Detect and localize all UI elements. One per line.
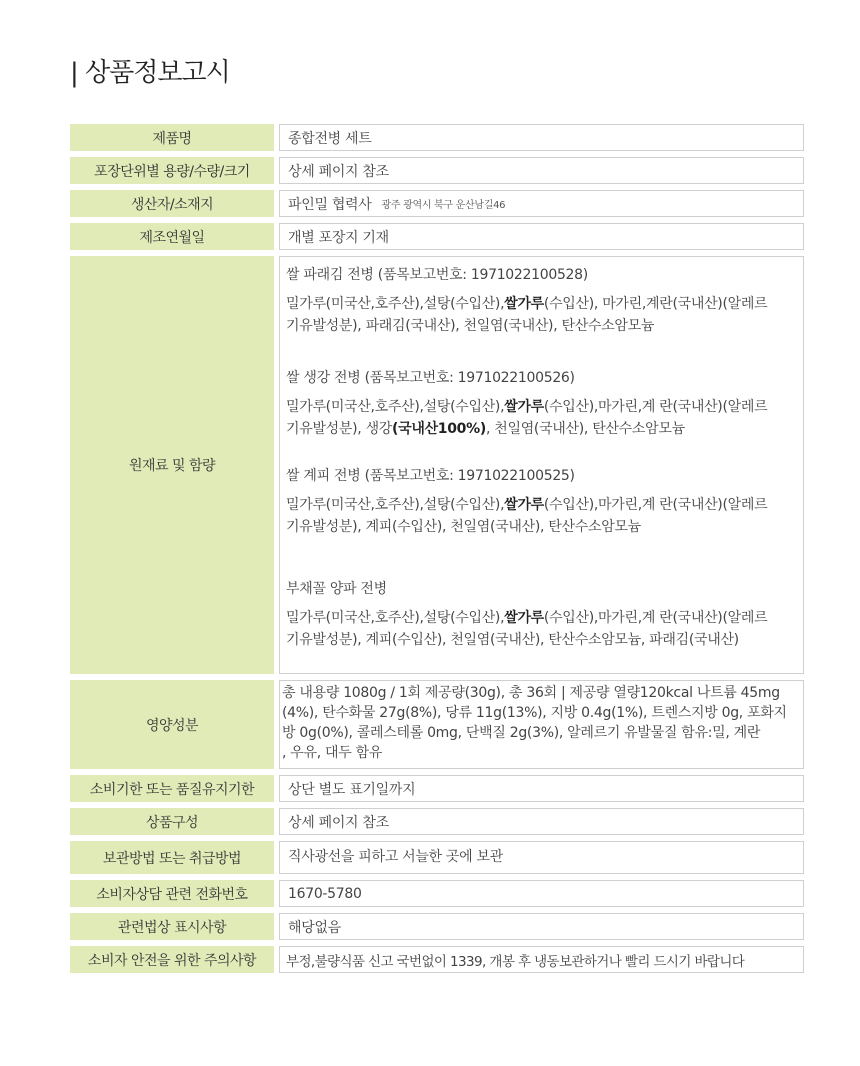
text-segment: (수입산),마가린,계 란(국내산)(알레르	[543, 610, 768, 626]
text-segment: (수입산), 마가린,계란(국내산)(알레르	[543, 296, 768, 312]
row-label: 제품명	[70, 124, 274, 151]
row-label: 관련법상 표시사항	[70, 913, 274, 940]
row-value: 개별 포장지 기재	[279, 223, 804, 250]
text-segment: (수입산),마가린,계 란(국내산)(알레르	[543, 497, 768, 513]
row-value: 상단 별도 표기일까지	[279, 775, 804, 802]
text-segment: (수입산),마가린,계 란(국내산)(알레르	[543, 399, 768, 415]
row-value: 상세 페이지 참조	[279, 157, 804, 184]
product-ingredients	[286, 293, 797, 337]
highlight-text: 쌀가루	[504, 610, 544, 626]
row-label: 원재료 및 함량	[70, 256, 274, 674]
product-ingredients	[286, 607, 797, 651]
row-value: 직사광선을 피하고 서늘한 곳에 보관	[279, 841, 804, 874]
nutrition-line: , 우유, 대두 함유	[282, 745, 383, 761]
product-info-table	[70, 124, 804, 979]
row-label: 소비자 안전을 위한 주의사항	[70, 946, 274, 973]
product-title: 부채꼴 양파 전병	[286, 581, 387, 597]
producer-address: 광주 광역시 북구 운산남길46	[381, 200, 506, 211]
highlight-text: 쌀가루	[504, 497, 544, 513]
text-segment: 밀가루(미국산,호주산),설탕(수입산),	[286, 399, 505, 415]
row-product-name	[70, 124, 804, 151]
page-title: | 상품정보고시	[70, 58, 230, 88]
row-label: 제조연월일	[70, 223, 274, 250]
product-title: 쌀 계피 전병 (품목보고번호: 1971022100525)	[286, 468, 575, 484]
ingredient-line	[286, 418, 797, 440]
row-value	[279, 190, 804, 217]
row-value: 1670-5780	[279, 880, 804, 907]
ingredient-line	[286, 396, 797, 418]
row-label: 보관방법 또는 취급방법	[70, 841, 274, 874]
product-block	[286, 368, 797, 440]
row-package	[70, 157, 804, 184]
product-title: 쌀 생강 전병 (품목보고번호: 1971022100526)	[286, 370, 575, 386]
product-ingredients	[286, 494, 797, 538]
nutrition-line: 총 내용량 1080g / 1회 제공량(30g), 총 36회 | 제공량 열량120kcal 나트륨 45mg	[282, 685, 780, 701]
nutrition-line: (4%), 탄수화물 27g(8%), 당류 11g(13%), 지방 0.4g(1%), 트렌스지방 0g, 포화지	[282, 705, 787, 721]
row-legal	[70, 913, 804, 940]
nutrition-line: 방 0g(0%), 콜레스테롤 0mg, 단백질 2g(3%), 알레르기 유발물질 함유:밀, 계란	[282, 725, 761, 741]
row-manufacture-date	[70, 223, 804, 250]
text-segment: 밀가루(미국산,호주산),설탕(수입산),	[286, 497, 505, 513]
row-phone	[70, 880, 804, 907]
row-storage	[70, 841, 804, 874]
text-segment: 기유발성분), 생강	[286, 421, 393, 437]
ingredients-list	[279, 256, 804, 674]
nutrition-info	[279, 680, 804, 769]
highlight-text: 쌀가루	[504, 296, 544, 312]
row-composition	[70, 808, 804, 835]
product-block	[286, 579, 797, 651]
row-value: 상세 페이지 참조	[279, 808, 804, 835]
row-label: 소비자상담 관련 전화번호	[70, 880, 274, 907]
ingredient-line	[286, 607, 797, 629]
row-label: 생산자/소재지	[70, 190, 274, 217]
row-expiry	[70, 775, 804, 802]
product-ingredients	[286, 396, 797, 440]
row-value: 종합전병 세트	[279, 124, 804, 151]
row-ingredients	[70, 256, 804, 674]
row-value: 해당없음	[279, 913, 804, 940]
row-value: 부정,불량식품 신고 국번없이 1339, 개봉 후 냉동보관하거나 빨리 드시기 바랍니다	[279, 946, 804, 973]
row-label: 소비기한 또는 품질유지기한	[70, 775, 274, 802]
highlight-text: 쌀가루	[504, 399, 544, 415]
ingredient-line	[286, 494, 797, 516]
text-segment: 밀가루(미국산,호주산),설탕(수입산),	[286, 610, 505, 626]
highlight-text: (국내산100%)	[392, 421, 486, 437]
row-safety	[70, 946, 804, 973]
product-block	[286, 466, 797, 538]
text-segment: , 천일염(국내산), 탄산수소암모늄	[485, 421, 685, 437]
row-label: 상품구성	[70, 808, 274, 835]
text-segment: 밀가루(미국산,호주산),설탕(수입산),	[286, 296, 505, 312]
row-label: 포장단위별 용량/수량/크기	[70, 157, 274, 184]
row-producer	[70, 190, 804, 217]
product-block	[286, 265, 797, 337]
row-label: 영양성분	[70, 680, 274, 769]
ingredient-line: 기유발성분), 파래김(국내산), 천일염(국내산), 탄산수소암모늄	[286, 318, 655, 334]
product-title: 쌀 파래김 전병 (품목보고번호: 1971022100528)	[286, 267, 588, 283]
ingredient-line: 기유발성분), 계피(수입산), 천일염(국내산), 탄산수소암모늄	[286, 519, 641, 535]
ingredient-line: 기유발성분), 계피(수입산), 천일염(국내산), 탄산수소암모늄, 파래김(국내산)	[286, 632, 739, 648]
ingredient-line	[286, 293, 797, 315]
row-nutrition	[70, 680, 804, 769]
producer-name: 파인밀 협력사	[288, 196, 372, 213]
